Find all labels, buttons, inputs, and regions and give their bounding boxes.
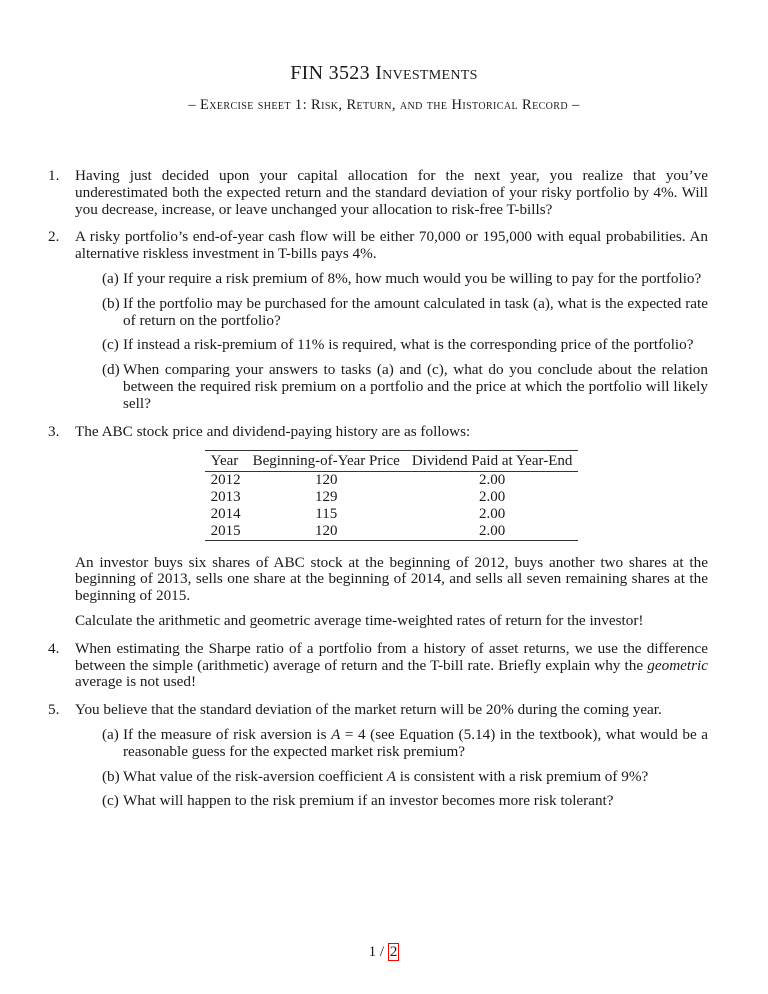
subquestion-5a	[75, 727, 708, 761]
cell-year: 2015	[210, 522, 241, 539]
subquestion-text	[123, 727, 708, 761]
question-text: You believe that the standard deviation of the market return will be 20% during the coming year.	[75, 701, 662, 719]
cell-price: 120	[314, 472, 338, 489]
header-year: Year	[205, 451, 247, 472]
table-row	[205, 489, 579, 506]
cell-price: 120	[314, 522, 338, 539]
question-3-task: Calculate the arithmetic and geometric average time-weighted rates of return for the investor!	[75, 611, 644, 629]
cell-year: 2013	[210, 489, 241, 506]
question-3-scenario: An investor buys six shares of ABC stock at the beginning of 2012, buys another two shares at the beginning of 2013, sells one share at the beginning of 2014, and sells all seven remaining shares at the beginning of 2015.	[75, 553, 708, 605]
course-code: FIN 3523	[290, 62, 370, 84]
question-1	[48, 168, 708, 218]
subquestion-text: If your require a risk premium of 8%, how much would you be willing to pay for the portfolio?	[123, 269, 702, 287]
document-title	[0, 62, 768, 85]
subquestion-label: (a)	[102, 269, 119, 287]
text-segment: = 4 (see Equation (5.14) in the textbook), what would be a reasonable guess for the expected market risk premium?	[123, 725, 709, 760]
subquestion-text: When comparing your answers to tasks (a) and (c), what do you conclude about the relation between the required risk premium on a portfolio and the price at which the portfolio will likely sell?	[123, 361, 708, 412]
question-number: 1.	[48, 167, 60, 184]
exercise-list	[48, 168, 708, 821]
last-page-link[interactable]: 2	[389, 944, 398, 960]
question-number: 3.	[48, 422, 60, 440]
subquestion-5b	[75, 769, 708, 786]
question-text: A risky portfolio’s end-of-year cash flow will be either 70,000 or 195,000 with equal probabilities. An alternative riskless investment in T-bills pays 4%.	[75, 228, 708, 263]
math-variable: A	[386, 767, 396, 785]
cell-dividend: 2.00	[478, 522, 506, 539]
text-segment: If the measure of risk aversion is	[123, 725, 332, 743]
question-text	[75, 641, 708, 691]
table-row	[205, 523, 579, 540]
subquestion-5c	[75, 793, 708, 810]
table-header-row	[205, 451, 579, 472]
cell-dividend: 2.00	[478, 472, 506, 489]
subquestion-2a	[75, 271, 708, 288]
subquestion-label: (b)	[102, 294, 120, 312]
subquestion-2b	[75, 296, 708, 330]
subquestion-2c	[75, 337, 708, 354]
text-segment: When estimating the Sharpe ratio of a portfolio from a history of asset returns, we use the difference between the simple (arithmetic) average of return and the T-bill rate. Briefly explain why the	[75, 639, 708, 674]
math-variable: A	[331, 725, 341, 743]
cell-price: 115	[315, 505, 338, 522]
text-segment: What value of the risk-aversion coefficient	[123, 767, 387, 785]
page-separator: /	[379, 944, 385, 960]
subquestion-label: (b)	[102, 767, 120, 785]
question-number: 5.	[48, 701, 60, 719]
question-2	[48, 229, 708, 412]
question-text: The ABC stock price and dividend-paying history are as follows:	[75, 422, 471, 440]
subquestion-label: (d)	[102, 361, 120, 379]
cell-price: 129	[314, 489, 338, 506]
subquestion-text	[123, 769, 708, 786]
header-dividend: Dividend Paid at Year-End	[406, 451, 579, 472]
text-segment: is consistent with a risk premium of 9%?	[396, 767, 649, 785]
table-row	[205, 472, 579, 489]
question-3	[48, 424, 708, 630]
subquestion-label: (a)	[102, 725, 119, 743]
current-page-number: 1	[368, 944, 377, 960]
subquestion-label: (c)	[102, 336, 119, 354]
subquestion-label: (c)	[102, 792, 119, 810]
question-5	[48, 702, 708, 810]
course-name: Investments	[375, 62, 478, 84]
stock-history-table-wrap	[75, 450, 708, 540]
text-segment: average is not used!	[75, 673, 197, 691]
subquestion-2d	[75, 362, 708, 412]
page-footer	[0, 944, 768, 961]
cell-dividend: 2.00	[478, 505, 506, 522]
stock-history-table	[205, 450, 579, 540]
table-row	[205, 506, 579, 523]
emphasis-text: geometric	[647, 656, 708, 674]
subquestion-text: If instead a risk-premium of 11% is required, what is the corresponding price of the portfolio?	[123, 336, 694, 354]
cell-year: 2014	[210, 505, 241, 522]
header-price: Beginning-of-Year Price	[247, 451, 406, 472]
subquestion-text: If the portfolio may be purchased for the amount calculated in task (a), what is the expected rate of return on the portfolio?	[123, 294, 708, 329]
cell-dividend: 2.00	[478, 489, 506, 506]
question-text: Having just decided upon your capital allocation for the next year, you realize that you’ve underestimated both the expected return and the standard deviation of your risky portfolio by 4%. Will you decrease, increase, or leave unchanged your allocation to risk-free T-bills?	[75, 167, 708, 218]
subquestion-text: What will happen to the risk premium if an investor becomes more risk tolerant?	[123, 792, 614, 810]
question-number: 2.	[48, 228, 60, 246]
cell-year: 2012	[210, 472, 241, 489]
document-subtitle: – Exercise sheet 1: Risk, Return, and the Historical Record –	[188, 97, 580, 113]
question-4	[48, 641, 708, 691]
question-number: 4.	[48, 639, 60, 657]
